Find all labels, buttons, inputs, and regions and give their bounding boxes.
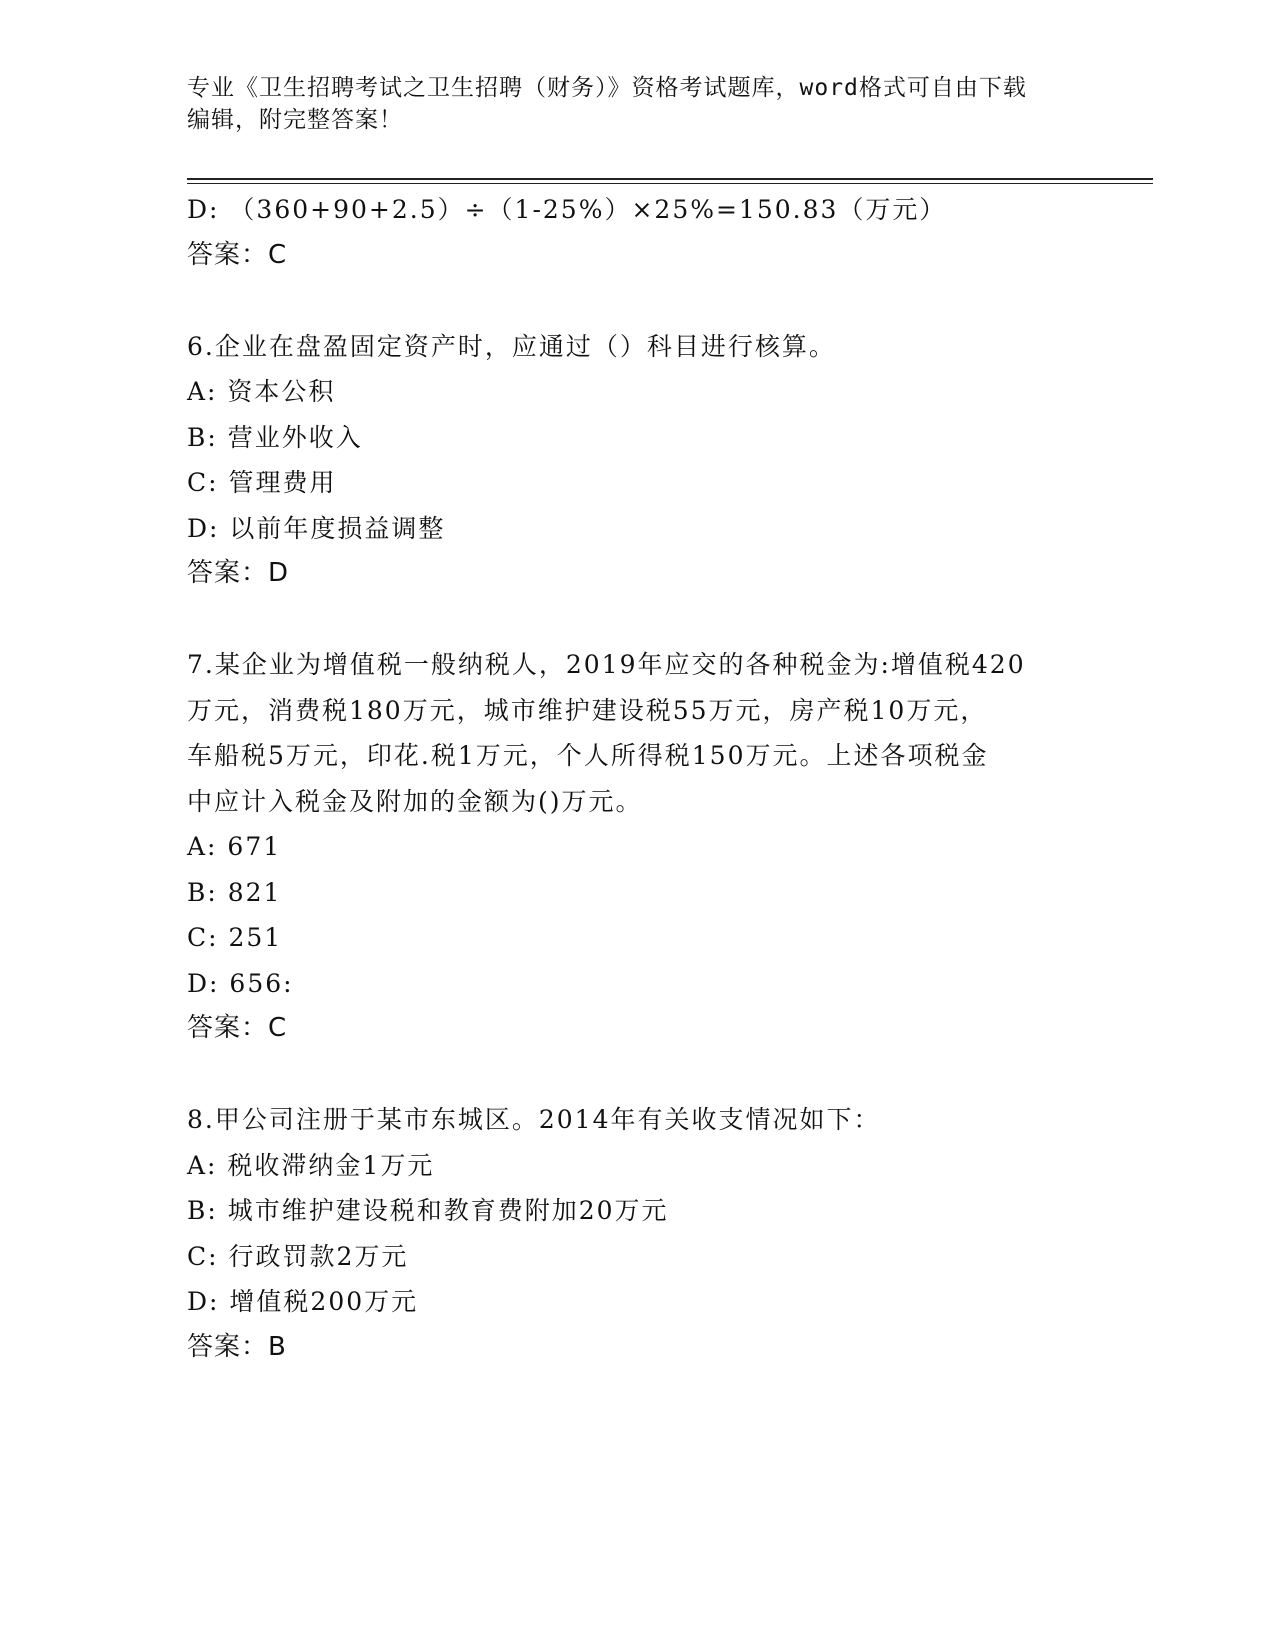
q8-stem: 8.甲公司注册于某市东城区。2014年有关收支情况如下： [187,1105,881,1134]
q6-answer: 答案：D [187,558,290,588]
q7-stem-line-3: 车船税5万元，印花.税1万元，个人所得税150万元。上述各项税金 [187,741,989,770]
q7-option-a: A: 671 [187,832,282,861]
spacer [187,1052,1087,1098]
prev-answer: 答案：C [187,239,288,270]
q8-option-c: C: 行政罚款2万元 [187,1241,409,1271]
document-header [187,72,1067,136]
header-rule-thick [187,178,1153,180]
q8-option-b: B: 城市维护建设税和教育费附加20万元 [187,1196,669,1225]
header-line-2: 编辑，附完整答案！ [187,107,403,133]
q8-option-d: D: 增值税200万元 [187,1287,419,1316]
header-rule-thin [187,183,1153,184]
q6-option-a: A: 资本公积 [187,377,336,406]
q6-option-b: B: 营业外收入 [187,422,363,452]
q7-option-c: C: 251 [187,923,283,952]
q7-stem-line-2: 万元，消费税180万元，城市维护建设税55万元，房产税10万元， [187,695,988,725]
question-list [187,187,1087,1370]
q8-option-a: A: 税收滞纳金1万元 [187,1150,435,1180]
q7-stem-line-4: 中应计入税金及附加的金额为()万元。 [187,786,643,816]
q6-option-c: C: 管理费用 [187,468,337,497]
header-line-1: 专业《卫生招聘考试之卫生招聘（财务）》资格考试题库，word格式可自由下载 [187,75,1027,101]
prev-option-d: D: （360+90+2.5）÷（1-25%）×25%=150.83（万元） [187,195,947,224]
q6-option-d: D: 以前年度损益调整 [187,513,446,543]
q7-stem-line-1: 7.某企业为增值税一般纳税人，2019年应交的各种税金为:增值税420 [187,650,1026,679]
q8-answer: 答案：B [187,1331,287,1362]
q7-answer: 答案：C [187,1013,288,1043]
spacer [187,278,1087,324]
spacer [187,597,1087,643]
q7-option-d: D: 656: [187,968,294,998]
q7-stem [187,642,1067,824]
q7-option-b: B: 821 [187,877,282,907]
q6-stem: 6.企业在盘盈固定资产时，应通过（）科目进行核算。 [187,331,836,361]
